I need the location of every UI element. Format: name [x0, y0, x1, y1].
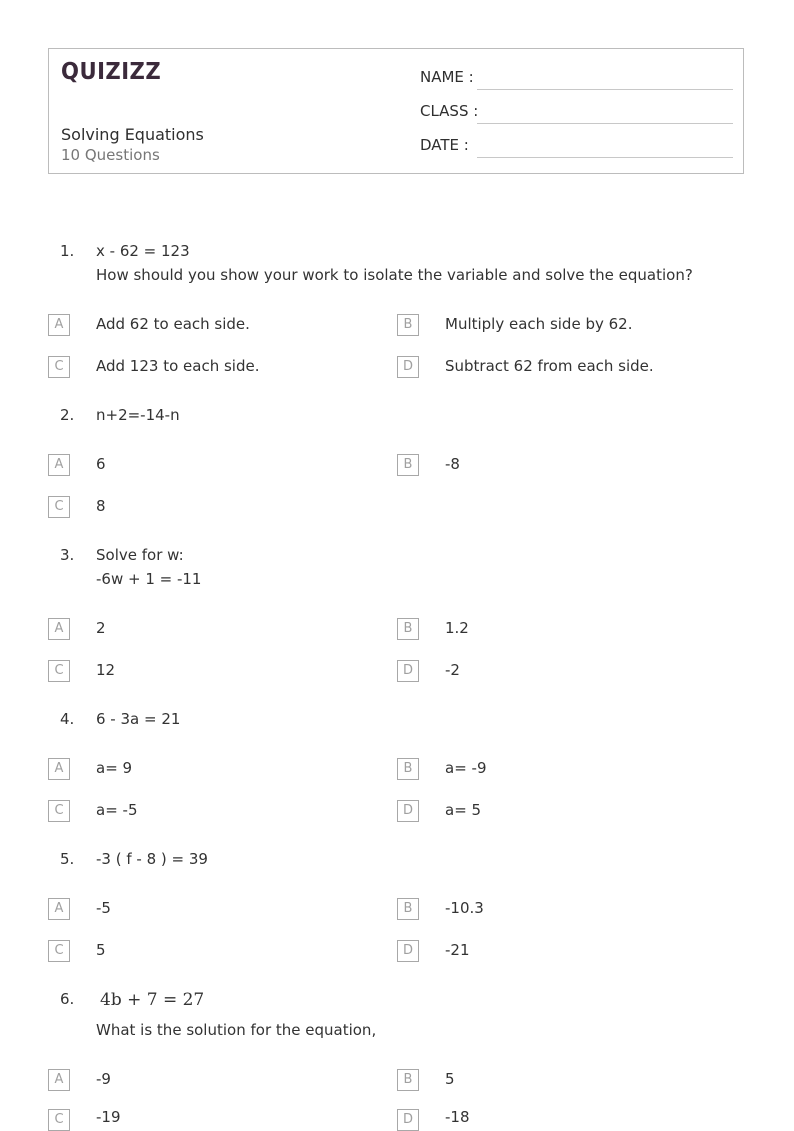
option-text[interactable]: a= 9: [96, 759, 133, 777]
option-letter-b[interactable]: B: [397, 898, 419, 920]
question-text: n+2=-14-n: [96, 406, 180, 424]
option-letter-c[interactable]: C: [48, 660, 70, 682]
option-letter-a[interactable]: A: [48, 898, 70, 920]
option-text[interactable]: a= -5: [96, 801, 138, 819]
question-number: 3.: [60, 546, 75, 564]
option-letter-d[interactable]: D: [397, 660, 419, 682]
option-letter-d[interactable]: D: [397, 356, 419, 378]
option-letter-b[interactable]: B: [397, 618, 419, 640]
option-text[interactable]: Add 123 to each side.: [96, 357, 260, 375]
worksheet-title: Solving Equations: [61, 125, 204, 144]
option-text[interactable]: -8: [445, 455, 460, 473]
question-number: 5.: [60, 850, 75, 868]
question-text: -6w + 1 = -11: [96, 570, 202, 588]
option-letter-a[interactable]: A: [48, 1069, 70, 1091]
option-letter-a[interactable]: A: [48, 618, 70, 640]
question-text: 6 - 3a = 21: [96, 710, 181, 728]
option-letter-b[interactable]: B: [397, 454, 419, 476]
option-letter-b[interactable]: B: [397, 758, 419, 780]
option-text[interactable]: -21: [445, 941, 470, 959]
question-number: 1.: [60, 242, 75, 260]
question-count: 10 Questions: [61, 146, 160, 164]
option-text[interactable]: Multiply each side by 62.: [445, 315, 633, 333]
option-letter-c[interactable]: C: [48, 496, 70, 518]
question-equation: 4b + 7 = 27: [100, 990, 205, 1010]
option-text[interactable]: 8: [96, 497, 106, 515]
option-text[interactable]: 12: [96, 661, 116, 679]
option-letter-a[interactable]: A: [48, 314, 70, 336]
option-letter-a[interactable]: A: [48, 454, 70, 476]
option-letter-d[interactable]: D: [397, 800, 419, 822]
option-letter-b[interactable]: B: [397, 1069, 419, 1091]
question-number: 4.: [60, 710, 75, 728]
quizizz-logo: QUIZIZZ: [61, 59, 162, 85]
option-text[interactable]: -19: [96, 1108, 121, 1126]
option-letter-d[interactable]: D: [397, 1109, 419, 1131]
question-number: 6.: [60, 990, 75, 1008]
date-label: DATE :: [420, 136, 469, 154]
option-text[interactable]: Subtract 62 from each side.: [445, 357, 654, 375]
name-field[interactable]: [477, 89, 733, 90]
question-text: x - 62 = 123: [96, 242, 190, 260]
option-text[interactable]: 6: [96, 455, 106, 473]
worksheet-header: [48, 48, 744, 174]
option-text[interactable]: 2: [96, 619, 106, 637]
option-text[interactable]: 1.2: [445, 619, 469, 637]
name-label: NAME :: [420, 68, 474, 86]
option-text[interactable]: a= 5: [445, 801, 482, 819]
date-field[interactable]: [477, 157, 733, 158]
question-text: -3 ( f - 8 ) = 39: [96, 850, 208, 868]
option-letter-c[interactable]: C: [48, 1109, 70, 1131]
question-text: How should you show your work to isolate the variable and solve the equation?: [96, 266, 693, 284]
option-letter-c[interactable]: C: [48, 940, 70, 962]
class-label: CLASS :: [420, 102, 479, 120]
option-letter-c[interactable]: C: [48, 356, 70, 378]
option-letter-a[interactable]: A: [48, 758, 70, 780]
option-text[interactable]: 5: [96, 941, 106, 959]
option-text[interactable]: 5: [445, 1070, 455, 1088]
class-field[interactable]: [477, 123, 733, 124]
option-text[interactable]: -5: [96, 899, 111, 917]
option-text[interactable]: -10.3: [445, 899, 484, 917]
question-text: Solve for w:: [96, 546, 184, 564]
question-text: What is the solution for the equation,: [96, 1021, 377, 1039]
option-text[interactable]: -18: [445, 1108, 470, 1126]
option-letter-b[interactable]: B: [397, 314, 419, 336]
option-letter-d[interactable]: D: [397, 940, 419, 962]
option-text[interactable]: a= -9: [445, 759, 487, 777]
option-text[interactable]: Add 62 to each side.: [96, 315, 250, 333]
option-letter-c[interactable]: C: [48, 800, 70, 822]
question-number: 2.: [60, 406, 75, 424]
option-text[interactable]: -9: [96, 1070, 111, 1088]
option-text[interactable]: -2: [445, 661, 460, 679]
